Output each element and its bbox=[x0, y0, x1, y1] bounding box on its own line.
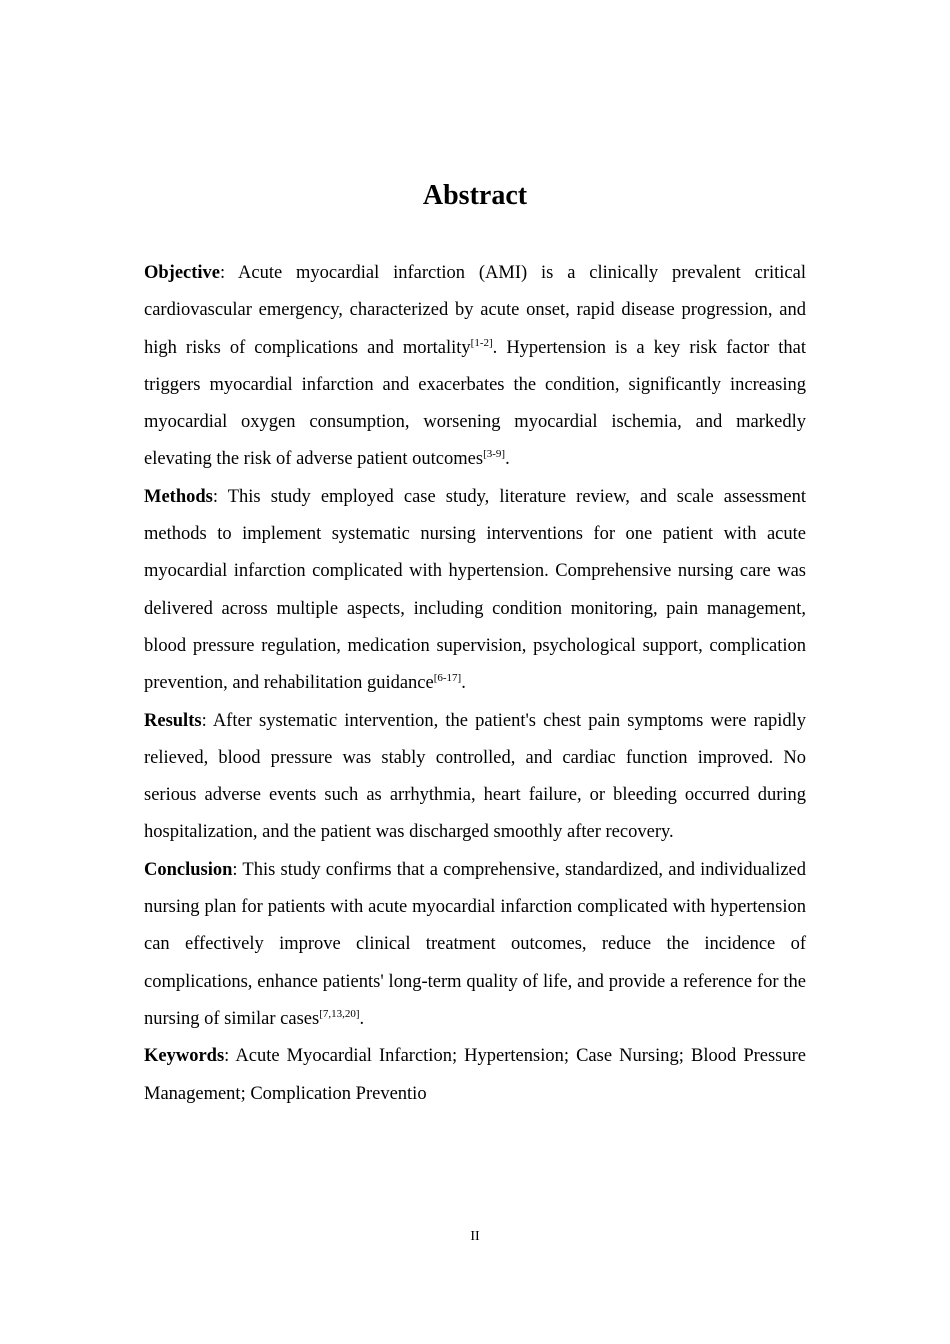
citation-reference: [1-2] bbox=[470, 336, 493, 349]
conclusion-text: : This study confirms that a comprehensive, standardized, and individualized nursing plan for patients with acute myocardial infarction complicated with hypertension can effectively improve clinical treatment outcomes, reduce the incidence of complications, enhance patients' long-term quality of life, and provide a reference for the nursing of similar cases bbox=[144, 859, 806, 1029]
results-label: Results bbox=[144, 710, 202, 731]
objective-text: . Hypertension is a key risk factor that triggers myocardial infarction and exacerbates the condition, significantly increasing myocardial oxygen consumption, worsening myocardial ischemia, and markedly elevating the risk of adverse patient outcomes bbox=[144, 337, 806, 470]
objective-paragraph bbox=[144, 255, 806, 479]
conclusion-label: Conclusion bbox=[144, 859, 233, 880]
citation-reference: [6-17] bbox=[433, 672, 462, 685]
page-title: Abstract bbox=[422, 180, 528, 211]
results-paragraph bbox=[144, 703, 806, 852]
methods-paragraph bbox=[144, 479, 806, 703]
page-number: II bbox=[470, 1229, 480, 1244]
objective-text: . bbox=[505, 449, 510, 470]
abstract-body bbox=[144, 255, 806, 1113]
objective-label: Objective bbox=[144, 263, 221, 283]
methods-label: Methods bbox=[144, 486, 213, 507]
results-text: : After systematic intervention, the patient's chest pain symptoms were rapidly relieved, blood pressure was stably controlled, and cardiac function improved. No serious adverse events such as arrhythmia, heart failure, or bleeding occurred during hospitalization, and the patient was discharged smoothly after recovery. bbox=[144, 710, 806, 843]
citation-reference: [7,13,20] bbox=[319, 1007, 360, 1020]
keywords-text: : Acute Myocardial Infarction; Hypertension; Case Nursing; Blood Pressure Management; Complication Preventio bbox=[144, 1046, 806, 1104]
methods-text: . bbox=[461, 673, 466, 694]
keywords-paragraph bbox=[144, 1038, 806, 1113]
methods-text: : This study employed case study, literature review, and scale assessment methods to implement systematic nursing interventions for one patient with acute myocardial infarction complicated with hypertension. Comprehensive nursing care was delivered across multiple aspects, including condition monitoring, pain management, blood pressure regulation, medication supervision, psychological support, complication prevention, and rehabilitation guidance bbox=[144, 486, 806, 694]
keywords-label: Keywords bbox=[144, 1046, 225, 1067]
conclusion-text: . bbox=[359, 1008, 365, 1029]
citation-reference: [3-9] bbox=[483, 448, 506, 461]
objective-text: : Acute myocardial infarction (AMI) is a clinically prevalent critical cardiovascular emergency, characterized by acute onset, rapid disease progression, and high risks of complications and mortality bbox=[144, 263, 806, 358]
conclusion-paragraph bbox=[144, 852, 806, 1038]
